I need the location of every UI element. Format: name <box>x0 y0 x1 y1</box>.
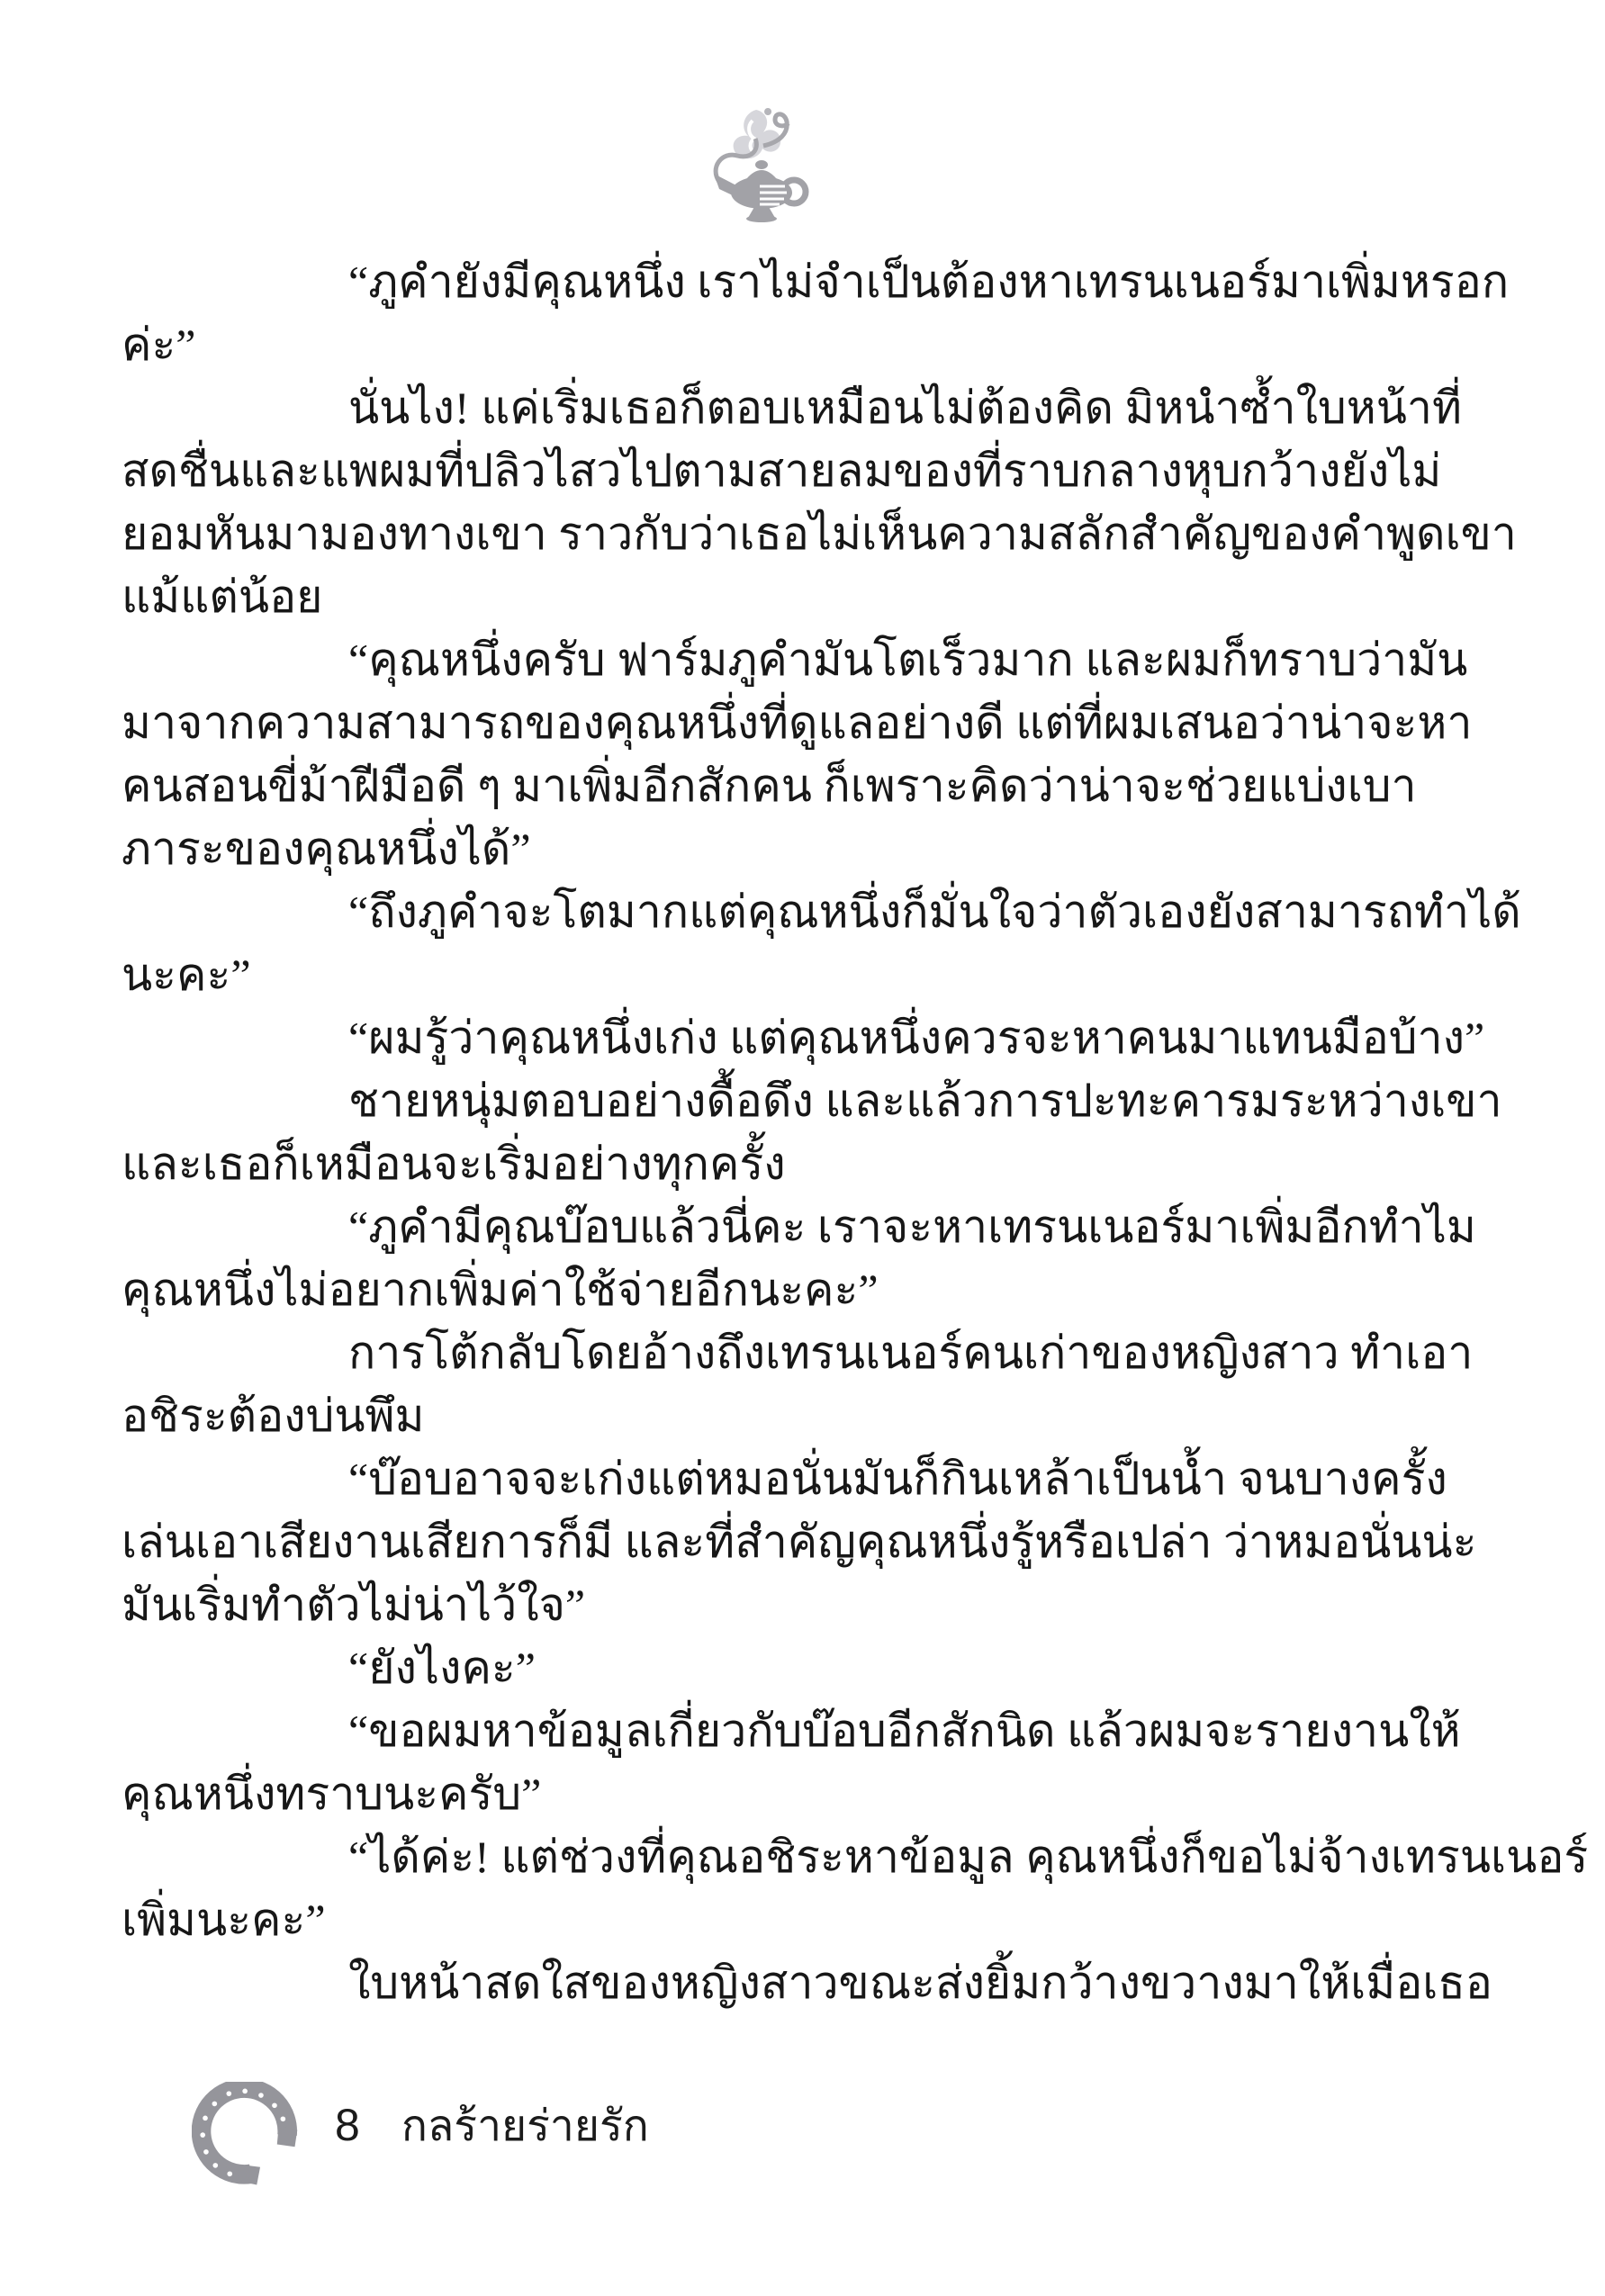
body-text <box>122 250 1589 2014</box>
text-line: คุณหนึ่งทราบนะครับ” <box>122 1769 542 1819</box>
text-line: “ได้ค่ะ! แต่ช่วงที่คุณอชิระหาข้อมูล คุณหนึ่งก็ขอไม่จ้างเทรนเนอร์ <box>348 1832 1589 1882</box>
text-line: “ภูคำยังมีคุณหนึ่ง เราไม่จำเป็นต้องหาเทรนเนอร์มาเพิ่มหรอก <box>348 257 1510 307</box>
text-line: “บ๊อบอาจจะเก่งแต่หมอนั่นมันก็กินเหล้าเป็นน้ำ จนบางครั้ง <box>348 1454 1447 1504</box>
text-line: ภาระของคุณหนึ่งได้” <box>122 824 531 874</box>
text-line: แม้แต่น้อย <box>122 572 323 622</box>
page-footer <box>335 2098 649 2154</box>
text-line: และเธอก็เหมือนจะเริ่มอย่างทุกครั้ง <box>122 1139 786 1189</box>
text-line: ใบหน้าสดใสของหญิงสาวขณะส่งยิ้มกว้างขวางมาให้เมื่อเธอ <box>348 1958 1492 2008</box>
text-line: มันเริ่มทำตัวไม่น่าไว้ใจ” <box>122 1580 586 1630</box>
page-number: 8 <box>335 2100 360 2150</box>
text-line: ชายหนุ่มตอบอย่างดื้อดึง และแล้วการปะทะคารมระหว่างเขา <box>348 1076 1502 1126</box>
text-line: คนสอนขี่ม้าฝีมือดี ๆ มาเพิ่มอีกสักคน ก็เพราะคิดว่าน่าจะช่วยแบ่งเบา <box>122 761 1417 811</box>
text-line: มาจากความสามารถของคุณหนึ่งที่ดูแลอย่างดี แต่ที่ผมเสนอว่าน่าจะหา <box>122 698 1473 748</box>
book-title: กลร้ายร่ายรัก <box>401 2102 649 2150</box>
horseshoe-icon <box>192 2082 302 2192</box>
text-line: อชิระต้องบ่นพึม <box>122 1391 425 1441</box>
text-line: “คุณหนึ่งครับ ฟาร์มภูคำมันโตเร็วมาก และผมก็ทราบว่ามัน <box>348 635 1468 685</box>
text-line: “ถึงภูคำจะโตมากแต่คุณหนึ่งก็มั่นใจว่าตัวเองยังสามารถทำได้ <box>348 887 1521 937</box>
text-line: เพิ่มนะคะ” <box>122 1895 326 1945</box>
text-line: นะคะ” <box>122 950 251 1000</box>
text-line: คุณหนึ่งไม่อยากเพิ่มค่าใช้จ่ายอีกนะคะ” <box>122 1265 879 1315</box>
text-line: “ผมรู้ว่าคุณหนึ่งเก่ง แต่คุณหนึ่งควรจะหาคนมาแทนมือบ้าง” <box>348 1013 1485 1063</box>
text-line: การโต้กลับโดยอ้างถึงเทรนเนอร์คนเก่าของหญิงสาว ทำเอา <box>348 1328 1474 1378</box>
text-line: “ภูคำมีคุณบ๊อบแล้วนี่คะ เราจะหาเทรนเนอร์มาเพิ่มอีกทำไม <box>348 1202 1476 1252</box>
text-line: “ขอผมหาข้อมูลเกี่ยวกับบ๊อบอีกสักนิด แล้วผมจะรายงานให้ <box>348 1706 1461 1756</box>
genie-lamp-smoke-icon <box>708 104 819 225</box>
text-line: นั่นไง! แค่เริ่มเธอก็ตอบเหมือนไม่ต้องคิด มิหนำซ้ำใบหน้าที่ <box>348 383 1462 433</box>
text-line: เล่นเอาเสียงานเสียการก็มี และที่สำคัญคุณหนึ่งรู้หรือเปล่า ว่าหมอนั่นน่ะ <box>122 1517 1477 1567</box>
text-line: สดชื่นและแพผมที่ปลิวไสวไปตามสายลมของที่ราบกลางหุบกว้างยังไม่ <box>122 446 1442 496</box>
text-line: ค่ะ” <box>122 320 196 370</box>
text-line: ยอมหันมามองทางเขา ราวกับว่าเธอไม่เห็นความสลักสำคัญของคำพูดเขา <box>122 509 1517 559</box>
text-line: “ยังไงคะ” <box>348 1643 536 1693</box>
